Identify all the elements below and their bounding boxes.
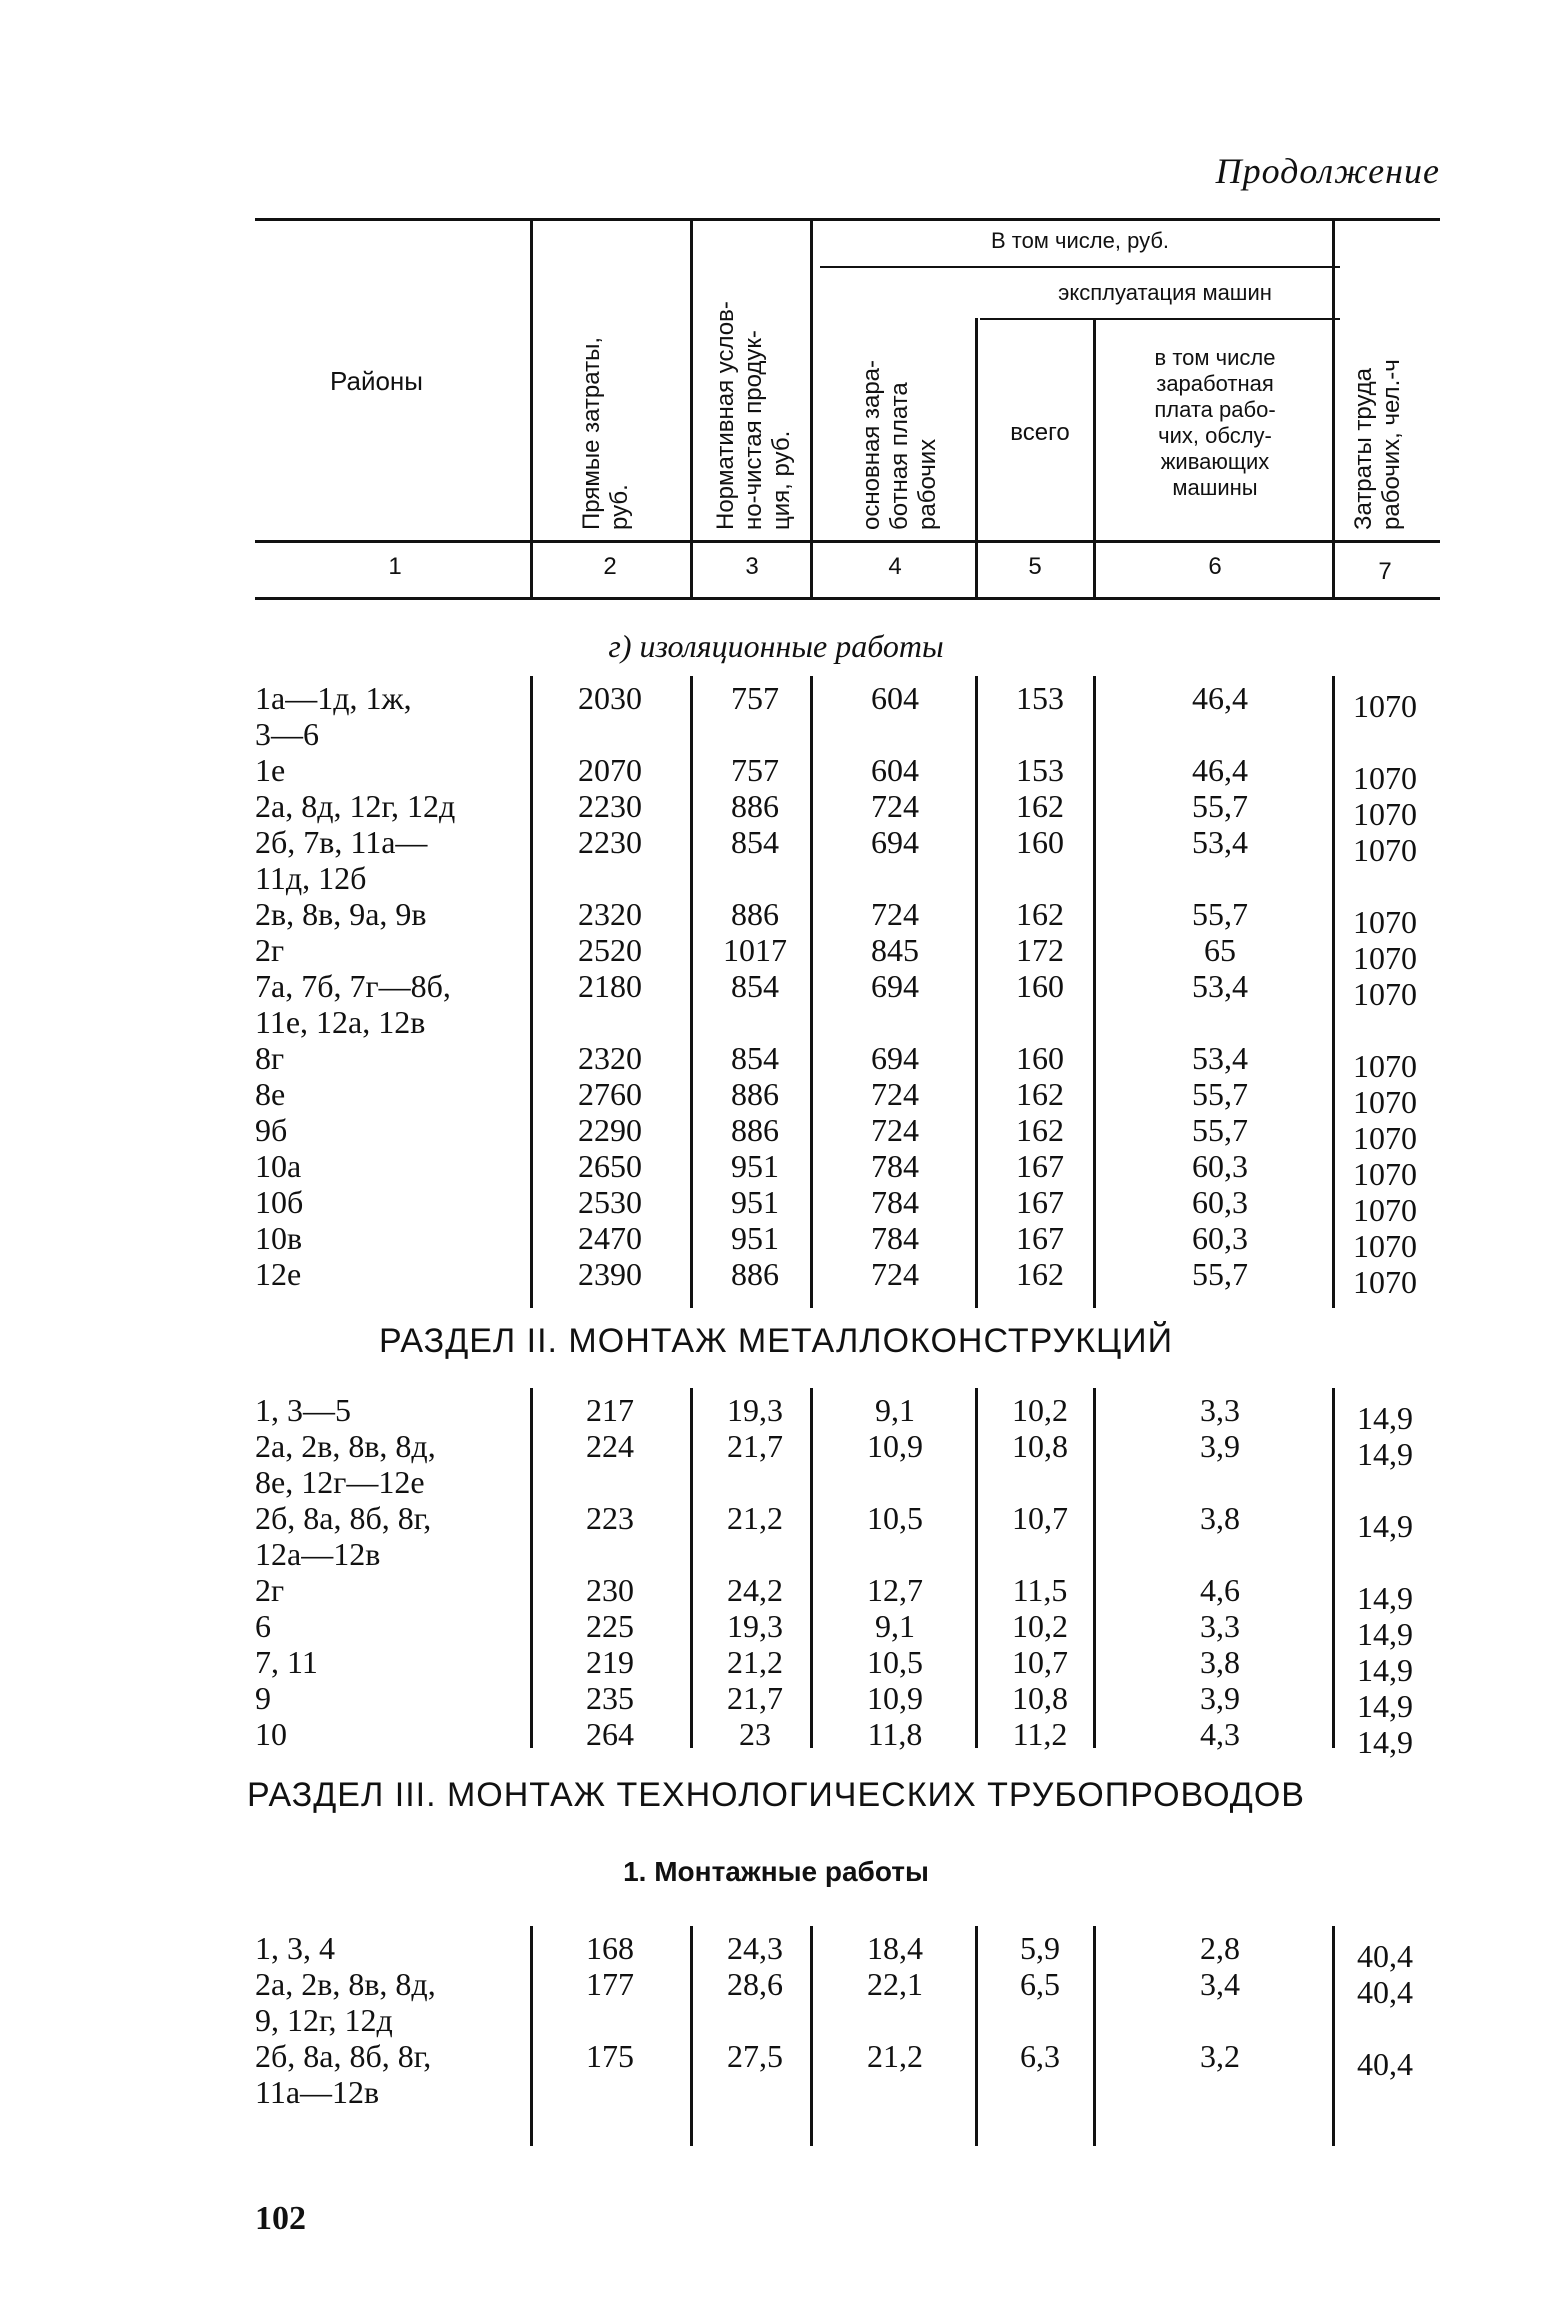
header-vline-4: [975, 318, 978, 597]
base-wages-cell: 22,1: [867, 1966, 923, 2002]
base-wages-cell: 784: [871, 1220, 919, 1256]
subsection-insulation-title: г) изоляционные работы: [608, 628, 944, 664]
machine-total-cell: 162: [1016, 788, 1064, 824]
table-row: [0, 1076, 1552, 1120]
direct-costs-cell: 2650: [578, 1148, 642, 1184]
base-wages-cell: 10,5: [867, 1500, 923, 1536]
labor-costs-cell: 1070: [1353, 1084, 1417, 1120]
direct-costs-cell: 2520: [578, 932, 642, 968]
normative-production-cell: 1017: [723, 932, 787, 968]
base-wages-cell: 724: [871, 896, 919, 932]
region-cell: 2а, 2в, 8в, 8д, 8е, 12г—12е: [255, 1428, 436, 1500]
operator-wages-cell: 53,4: [1192, 968, 1248, 1004]
operator-wages-cell: 60,3: [1192, 1220, 1248, 1256]
operator-wages-cell: 55,7: [1192, 1076, 1248, 1112]
labor-costs-cell: 1070: [1353, 1156, 1417, 1192]
labor-costs-cell: 1070: [1353, 1264, 1417, 1300]
table-row: [0, 752, 1552, 796]
operator-wages-cell: 3,9: [1200, 1428, 1240, 1464]
operator-wages-cell: 3,2: [1200, 2038, 1240, 2074]
operator-wages-cell: 4,6: [1200, 1572, 1240, 1608]
col-number-7: 7: [1378, 558, 1392, 585]
direct-costs-cell: 219: [586, 1644, 634, 1680]
labor-costs-cell: 1070: [1353, 796, 1417, 832]
direct-costs-cell: 2760: [578, 1076, 642, 1112]
table-row: [0, 788, 1552, 832]
col-number-6: 6: [1208, 553, 1222, 580]
col-header-operator-wages: в том числе заработная плата рабо- чих, обслу- живающих машины: [1154, 345, 1276, 500]
region-cell: 1е: [255, 752, 286, 788]
labor-costs-cell: 14,9: [1357, 1616, 1413, 1652]
direct-costs-cell: 2390: [578, 1256, 642, 1292]
region-cell: 7а, 7б, 7г—8б, 11е, 12а, 12в: [255, 968, 451, 1040]
labor-costs-cell: 1070: [1353, 1228, 1417, 1264]
g-vline-3: [810, 676, 813, 1308]
g-vline-1: [530, 676, 533, 1308]
labor-costs-cell: 1070: [1353, 688, 1417, 724]
operator-wages-cell: 3,8: [1200, 1644, 1240, 1680]
table-row: [0, 1256, 1552, 1300]
region-cell: 2г: [255, 932, 285, 968]
normative-production-cell: 23: [739, 1716, 771, 1752]
region-cell: 1а—1д, 1ж, 3—6: [255, 680, 412, 752]
labor-costs-cell: 14,9: [1357, 1580, 1413, 1616]
direct-costs-cell: 230: [586, 1572, 634, 1608]
machine-total-cell: 5,9: [1020, 1930, 1060, 1966]
col-number-4: 4: [888, 553, 902, 580]
machine-total-cell: 167: [1016, 1220, 1064, 1256]
base-wages-cell: 784: [871, 1184, 919, 1220]
labor-costs-cell: 1070: [1353, 1048, 1417, 1084]
region-cell: 2б, 8а, 8б, 8г, 11а—12в: [255, 2038, 432, 2110]
normative-production-cell: 951: [731, 1184, 779, 1220]
operator-wages-cell: 55,7: [1192, 1256, 1248, 1292]
direct-costs-cell: 235: [586, 1680, 634, 1716]
operator-wages-cell: 55,7: [1192, 896, 1248, 932]
normative-production-cell: 28,6: [727, 1966, 783, 2002]
operator-wages-cell: 4,3: [1200, 1716, 1240, 1752]
direct-costs-cell: 2470: [578, 1220, 642, 1256]
table-row: [0, 824, 1552, 896]
header-top-rule: [255, 218, 1440, 221]
normative-production-cell: 19,3: [727, 1392, 783, 1428]
machine-total-cell: 160: [1016, 824, 1064, 860]
labor-costs-cell: 14,9: [1357, 1652, 1413, 1688]
base-wages-cell: 12,7: [867, 1572, 923, 1608]
region-cell: 12е: [255, 1256, 302, 1292]
operator-wages-cell: 3,4: [1200, 1966, 1240, 2002]
direct-costs-cell: 223: [586, 1500, 634, 1536]
header-vline-2: [690, 220, 693, 597]
table-row: [0, 1428, 1552, 1500]
s3-vline-1: [530, 1926, 533, 2146]
direct-costs-cell: 2230: [578, 824, 642, 860]
header-vline-1: [530, 220, 533, 597]
direct-costs-cell: 224: [586, 1428, 634, 1464]
col-number-2: 2: [603, 553, 617, 580]
machine-total-cell: 6,3: [1020, 2038, 1060, 2074]
base-wages-cell: 9,1: [875, 1392, 915, 1428]
group-header-including: В том числе, руб.: [990, 228, 1170, 253]
s2-vline-4: [975, 1388, 978, 1748]
normative-production-cell: 854: [731, 968, 779, 1004]
region-cell: 2а, 2в, 8в, 8д, 9, 12г, 12д: [255, 1966, 436, 2038]
base-wages-cell: 18,4: [867, 1930, 923, 1966]
s2-vline-2: [690, 1388, 693, 1748]
base-wages-cell: 10,5: [867, 1644, 923, 1680]
base-wages-cell: 724: [871, 788, 919, 824]
table-row: [0, 1644, 1552, 1688]
machine-total-cell: 167: [1016, 1184, 1064, 1220]
direct-costs-cell: 2070: [578, 752, 642, 788]
header-vline-6: [1332, 220, 1335, 597]
normative-production-cell: 886: [731, 1112, 779, 1148]
normative-production-cell: 854: [731, 1040, 779, 1076]
base-wages-cell: 694: [871, 968, 919, 1004]
labor-costs-cell: 14,9: [1357, 1400, 1413, 1436]
base-wages-cell: 845: [871, 932, 919, 968]
machine-total-cell: 162: [1016, 1256, 1064, 1292]
machine-total-cell: 10,2: [1012, 1608, 1068, 1644]
s3-vline-5: [1093, 1926, 1096, 2146]
labor-costs-cell: 40,4: [1357, 2046, 1413, 2082]
base-wages-cell: 11,8: [867, 1716, 923, 1752]
page-number: 102: [255, 2200, 306, 2237]
direct-costs-cell: 225: [586, 1608, 634, 1644]
col-number-5: 5: [1028, 553, 1042, 580]
machine-total-cell: 10,8: [1012, 1428, 1068, 1464]
machine-total-cell: 10,8: [1012, 1680, 1068, 1716]
normative-production-cell: 24,2: [727, 1572, 783, 1608]
direct-costs-cell: 2180: [578, 968, 642, 1004]
operator-wages-cell: 55,7: [1192, 1112, 1248, 1148]
g-vline-5: [1093, 676, 1096, 1308]
region-cell: 2а, 8д, 12г, 12д: [255, 788, 456, 824]
region-cell: 9: [255, 1680, 271, 1716]
table-row: [0, 1572, 1552, 1616]
table-row: [0, 1112, 1552, 1156]
s3-vline-4: [975, 1926, 978, 2146]
labor-costs-cell: 14,9: [1357, 1508, 1413, 1544]
operator-wages-cell: 60,3: [1192, 1184, 1248, 1220]
labor-costs-cell: 14,9: [1357, 1724, 1413, 1760]
direct-costs-cell: 2030: [578, 680, 642, 716]
region-cell: 6: [255, 1608, 271, 1644]
base-wages-cell: 10,9: [867, 1680, 923, 1716]
base-wages-cell: 724: [871, 1256, 919, 1292]
machine-total-cell: 160: [1016, 1040, 1064, 1076]
operator-wages-cell: 3,9: [1200, 1680, 1240, 1716]
machines-rule: [980, 318, 1340, 320]
table-row: [0, 1930, 1552, 1974]
col-header-base-wages: основная зара- ботная плата рабочих: [858, 359, 941, 530]
table-row: [0, 1148, 1552, 1192]
direct-costs-cell: 2290: [578, 1112, 642, 1148]
region-cell: 8е: [255, 1076, 286, 1112]
direct-costs-cell: 2530: [578, 1184, 642, 1220]
numbers-bottom-rule: [255, 597, 1440, 600]
machine-total-cell: 162: [1016, 896, 1064, 932]
table-row: [0, 1392, 1552, 1436]
operator-wages-cell: 2,8: [1200, 1930, 1240, 1966]
direct-costs-cell: 217: [586, 1392, 634, 1428]
normative-production-cell: 21,2: [727, 1500, 783, 1536]
base-wages-cell: 604: [871, 752, 919, 788]
s3-vline-6: [1332, 1926, 1335, 2146]
normative-production-cell: 27,5: [727, 2038, 783, 2074]
direct-costs-cell: 175: [586, 2038, 634, 2074]
group-header-machine-operation: эксплуатация машин: [1058, 280, 1272, 305]
direct-costs-cell: 2320: [578, 1040, 642, 1076]
labor-costs-cell: 40,4: [1357, 1938, 1413, 1974]
machine-total-cell: 10,7: [1012, 1500, 1068, 1536]
region-cell: 2б, 7в, 11а— 11д, 12б: [255, 824, 428, 896]
normative-production-cell: 757: [731, 752, 779, 788]
normative-production-cell: 854: [731, 824, 779, 860]
continuation-label: Продолжение: [1215, 151, 1440, 191]
table-row: [0, 680, 1552, 752]
section-2-title: РАЗДЕЛ II. МОНТАЖ МЕТАЛЛОКОНСТРУКЦИЙ: [378, 1322, 1174, 1360]
table-row: [0, 896, 1552, 940]
s2-vline-3: [810, 1388, 813, 1748]
machine-total-cell: 153: [1016, 752, 1064, 788]
col-header-labor-costs: Затраты труда рабочих, чел.-ч: [1350, 359, 1405, 530]
table-row: [0, 1220, 1552, 1264]
direct-costs-cell: 168: [586, 1930, 634, 1966]
g-vline-2: [690, 676, 693, 1308]
header-vline-5: [1093, 318, 1096, 597]
table-row: [0, 932, 1552, 976]
machine-total-cell: 10,2: [1012, 1392, 1068, 1428]
region-cell: 10: [255, 1716, 287, 1752]
base-wages-cell: 694: [871, 1040, 919, 1076]
table-row: [0, 1966, 1552, 2038]
normative-production-cell: 21,7: [727, 1428, 783, 1464]
normative-production-cell: 21,7: [727, 1680, 783, 1716]
operator-wages-cell: 46,4: [1192, 752, 1248, 788]
base-wages-cell: 604: [871, 680, 919, 716]
region-cell: 1, 3—5: [255, 1392, 351, 1428]
labor-costs-cell: 40,4: [1357, 1974, 1413, 2010]
normative-production-cell: 951: [731, 1220, 779, 1256]
machine-total-cell: 172: [1016, 932, 1064, 968]
direct-costs-cell: 2320: [578, 896, 642, 932]
direct-costs-cell: 264: [586, 1716, 634, 1752]
operator-wages-cell: 46,4: [1192, 680, 1248, 716]
region-cell: 1, 3, 4: [255, 1930, 335, 1966]
base-wages-cell: 784: [871, 1148, 919, 1184]
direct-costs-cell: 2230: [578, 788, 642, 824]
labor-costs-cell: 14,9: [1357, 1688, 1413, 1724]
machine-total-cell: 162: [1016, 1076, 1064, 1112]
header-bottom-rule: [255, 540, 1440, 543]
labor-costs-cell: 1070: [1353, 1120, 1417, 1156]
base-wages-cell: 724: [871, 1112, 919, 1148]
region-cell: 10а: [255, 1148, 302, 1184]
labor-costs-cell: 1070: [1353, 940, 1417, 976]
base-wages-cell: 694: [871, 824, 919, 860]
s2-vline-6: [1332, 1388, 1335, 1748]
base-wages-cell: 724: [871, 1076, 919, 1112]
normative-production-cell: 757: [731, 680, 779, 716]
operator-wages-cell: 65: [1204, 932, 1236, 968]
table-insulation-works: [0, 680, 1552, 1300]
table-row: [0, 1680, 1552, 1724]
normative-production-cell: 24,3: [727, 1930, 783, 1966]
labor-costs-cell: 1070: [1353, 832, 1417, 868]
col-header-regions: Районы: [330, 366, 423, 396]
normative-production-cell: 886: [731, 1256, 779, 1292]
operator-wages-cell: 55,7: [1192, 788, 1248, 824]
labor-costs-cell: 1070: [1353, 904, 1417, 940]
normative-production-cell: 951: [731, 1148, 779, 1184]
subsection-installation-title: 1. Монтажные работы: [623, 1856, 929, 1887]
region-cell: 2в, 8в, 9а, 9в: [255, 896, 427, 932]
operator-wages-cell: 3,3: [1200, 1392, 1240, 1428]
col-header-total: всего: [1010, 419, 1070, 446]
normative-production-cell: 886: [731, 788, 779, 824]
labor-costs-cell: 1070: [1353, 1192, 1417, 1228]
machine-total-cell: 167: [1016, 1148, 1064, 1184]
operator-wages-cell: 60,3: [1192, 1148, 1248, 1184]
operator-wages-cell: 53,4: [1192, 1040, 1248, 1076]
s3-vline-2: [690, 1926, 693, 2146]
table-metal-structures: [0, 1392, 1552, 1760]
labor-costs-cell: 1070: [1353, 976, 1417, 1012]
region-cell: 10б: [255, 1184, 304, 1220]
s3-vline-3: [810, 1926, 813, 2146]
region-cell: 7, 11: [255, 1644, 318, 1680]
labor-costs-cell: 1070: [1353, 760, 1417, 796]
base-wages-cell: 10,9: [867, 1428, 923, 1464]
g-vline-4: [975, 676, 978, 1308]
table-row: [0, 2038, 1552, 2110]
group-rule: [820, 266, 1340, 268]
region-cell: 2г: [255, 1572, 285, 1608]
base-wages-cell: 21,2: [867, 2038, 923, 2074]
col-number-3: 3: [745, 553, 759, 580]
g-vline-6: [1332, 676, 1335, 1308]
machine-total-cell: 6,5: [1020, 1966, 1060, 2002]
table-row: [0, 1040, 1552, 1084]
machine-total-cell: 160: [1016, 968, 1064, 1004]
operator-wages-cell: 53,4: [1192, 824, 1248, 860]
region-cell: 2б, 8а, 8б, 8г, 12а—12в: [255, 1500, 432, 1572]
table-row: [0, 1500, 1552, 1572]
machine-total-cell: 153: [1016, 680, 1064, 716]
operator-wages-cell: 3,8: [1200, 1500, 1240, 1536]
machine-total-cell: 10,7: [1012, 1644, 1068, 1680]
direct-costs-cell: 177: [586, 1966, 634, 2002]
normative-production-cell: 886: [731, 1076, 779, 1112]
machine-total-cell: 11,5: [1012, 1572, 1068, 1608]
table-row: [0, 1716, 1552, 1760]
table-installation-works: [0, 1930, 1552, 2110]
header-vline-3: [810, 220, 813, 597]
table-row: [0, 1608, 1552, 1652]
region-cell: 10в: [255, 1220, 303, 1256]
section-3-title: РАЗДЕЛ III. МОНТАЖ ТЕХНОЛОГИЧЕСКИХ ТРУБОПРОВОДОВ: [247, 1776, 1305, 1814]
base-wages-cell: 9,1: [875, 1608, 915, 1644]
s2-vline-5: [1093, 1388, 1096, 1748]
table-row: [0, 968, 1552, 1040]
s2-vline-1: [530, 1388, 533, 1748]
operator-wages-cell: 3,3: [1200, 1608, 1240, 1644]
normative-production-cell: 886: [731, 896, 779, 932]
normative-production-cell: 19,3: [727, 1608, 783, 1644]
table-row: [0, 1184, 1552, 1228]
col-header-normative-production: Нормативная услов- но-чистая продук- ция, руб.: [712, 301, 795, 530]
region-cell: 9б: [255, 1112, 288, 1148]
machine-total-cell: 162: [1016, 1112, 1064, 1148]
region-cell: 8г: [255, 1040, 285, 1076]
normative-production-cell: 21,2: [727, 1644, 783, 1680]
labor-costs-cell: 14,9: [1357, 1436, 1413, 1472]
machine-total-cell: 11,2: [1012, 1716, 1068, 1752]
col-number-1: 1: [388, 553, 402, 580]
col-header-direct-costs: Прямые затраты, руб.: [578, 337, 633, 530]
